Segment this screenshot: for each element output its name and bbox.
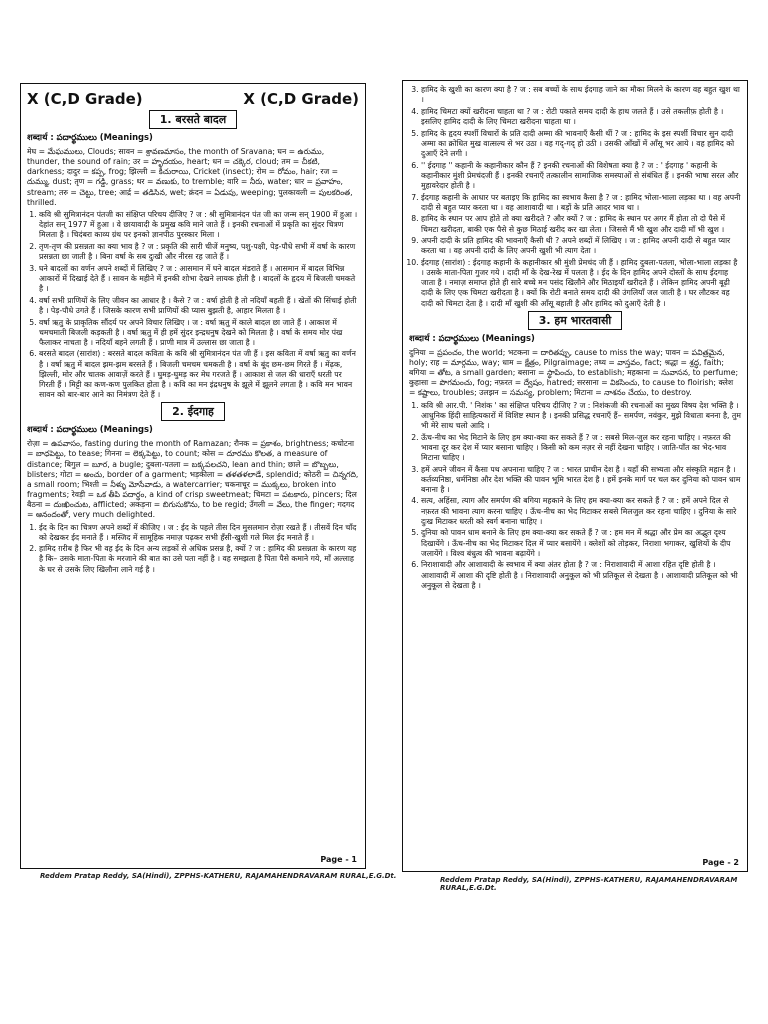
question-item: 3. हमें अपने जीवन में कैसा पथ अपनाना चाहिए ? ज : भारत प्राचीन देश है । यहाँ की सभ्यता और संस्कृति महान है । कर्तव्यनिष्ठा, धर्मनिष्ठा और देश भक्ति की पावन भूमि भारत देश है । हमें इनके मार्ग पर चल कर दुनिया को पावन धाम बनाना है । bbox=[421, 465, 741, 495]
question-item: 6. निराशावादी और आशावादी के स्वभाव में क्या अंतर होता है ? ज : निराशावादी में आशा रहित दृष्टि होती है । आशावादी में आशा की दृष्टि होती है । निराशावादी अनुकूल को भी प्रतिकूल से देखता है । आशावादी प्रतिकूल को भी अनुकूल से देखता है । bbox=[421, 560, 741, 590]
author-footer: Reddem Pratap Reddy, SA(Hindi), ZPPHS-KATHERU, RAJAMAHENDRAVARAM RURAL,E.G.Dt. bbox=[440, 876, 738, 892]
lesson-2-meanings: रोज़ा = ఉపవాసం, fasting during the month of Ramazan; रौनक = ప్రకాశం, brightness; कचोटना = బాధపెట్టు, to tease; गिनना = లెక్కపెట్టు, to count; कोस = దూరము కొలత, a measure of distance; बिगुल = బూర, a bugle; दुबला-पतला = బక్కపలచని, lean and thin; छाले = బొబ్బలు, blisters; गोटा = అంచు, border of a garment; भड़कीला = తళతళలాడే, splendid; कोठरी = చిన్నగది, a small room; भिश्ती = నీళ్ళు మోసేవాడు, a watercarrier; चकनाचूर = ముక్కలు, broken into fragments; रेवड़ी = ఒక తీపి పదార్థం, a kind of crisp sweetmeat; चिमटा = పటకారు, pincers; दिल बैठना = దుఃఖించుట, afflicted; अकड़ना = బిగుసుకొను, to be regid; उँगली = వేలు, the finger; गदगद = ఆనందంతో, very much delighted. bbox=[27, 439, 359, 520]
question-item: 7. ईदगाह कहानी के आधार पर बताइए कि हामिद का स्वभाव कैसा है ? ज : हामिद भोला-भाला लड़का था । वह अपनी दादी से बहुत प्यार करता था । वह आशावादी था । बड़ों के प्रति आदर भाव था । bbox=[421, 193, 741, 213]
lesson-2-questions bbox=[27, 523, 359, 575]
page-header bbox=[27, 90, 359, 108]
question-item: 2. ऊँच-नीच का भेद मिटाने के लिए हम क्या-क्या कर सकते हैं ? ज : सबसे मिल-जुल कर रहना चाहिए । नफ़रत की भावना दूर कर देश में प्यार बसाना चाहिए । किसी को कम नज़र से नहीं देखना चाहिए । जाति-पाँत का भेद-भाव मिटाना चाहिए । bbox=[421, 433, 741, 463]
question-item: 5. दुनिया को पावन धाम बनाने के लिए हम क्या-क्या कर सकते हैं ? ज : हम मन में श्रद्धा और प्रेम का अद्भुत दृश्य दिखायेंगे । ऊँच-नीच का भेद मिटाकर दिल में प्यार बसायेंगे । क्लेशों को तोड़कर, निराशा भगाकर, खुशियों के दीप जलायेंगे । विश्व बंधुत्व की भावना बढ़ायेंगे । bbox=[421, 528, 741, 558]
lesson-1-title: 1. बरसते बादल bbox=[149, 110, 237, 129]
question-item: 6. '' ईदगाह '' कहानी के कहानीकार कौन हैं ? इनकी रचनाओं की विशेषता क्या है ? ज : ' ईदगाह ' कहानी के कहानीकार मुंशी प्रेमचंदजी हैं । इनकी रचनाएँ तत्कालीन सामाजिक समस्याओं से संबंधित हैं । इनकी भाषा सरल और मुहावरेदार होती है । bbox=[421, 161, 741, 191]
question-item: 5. वर्षा ऋतु के प्राकृतिक सौंदर्य पर अपने विचार लिखिए । ज : वर्षा ऋतु में काले बादल छा जाते हैं । आकाश में चमचमाती बिजली कड़कती है । वर्षा ऋतु में ही हमें सुंदर इन्द्रधनुष देखने को मिलता है । वर्षा के समय मोर पंख फैलाकर नाचता है । नदियाँ बहने लगती हैं । प्राणी मात्र में उल्लास छा जाता है । bbox=[39, 318, 359, 348]
page-number: Page - 2 bbox=[702, 858, 739, 867]
lesson-3-questions bbox=[409, 401, 741, 591]
summary-item: 10. ईदगाह (सारांश) : ईदगाह कहानी के कहानीकार श्री मुंशी प्रेमचंद जी हैं । हामिद दुबला-पतला, भोला-भाला लड़का है । उसके माता-पिता गुजर गये । दादी माँ के देख-रेख में पलता है । ईद के दिन हामिद अपने दोस्तों के साथ ईदगाह जाता है । नमाज़ समाप्त होते ही सारे बच्चे मन पसंद खिलौने और मिठाइयाँ खरीदते हैं । लेकिन हामिद अपनी बूढ़ी दादी के लिए एक चिमटा खरीदता है । क्यों कि रोटी बनाते समय दादी की उंगलियाँ जल जाती है । घर लौटकर वह दादी को चिमटा देता है । दादी माँ खुशी की आँसू बहाती है और हामिद को दुआएँ देती है । bbox=[421, 258, 741, 309]
meanings-heading: शब्दार्थ : పదార్థములు (Meanings) bbox=[409, 332, 535, 343]
question-item: 4. वर्षा सभी प्राणियों के लिए जीवन का आधार है । कैसे ? ज : वर्षा होती है तो नदियाँ बहती हैं । खेतों की सिंचाई होती है । पेड़-पौधे उगते हैं । जिसके कारण सभी प्राणियों की प्यास बुझती है, आहार मिलता है । bbox=[39, 296, 359, 316]
page-one bbox=[20, 83, 366, 869]
page-number: Page - 1 bbox=[320, 855, 357, 864]
lesson-1-questions bbox=[27, 210, 359, 400]
lesson-2-title: 2. ईदगाह bbox=[161, 402, 225, 421]
question-item: 5. हामिद के हृदय स्पर्शी विचारों के प्रति दादी अम्मा की भावनाएँ कैसी थीं ? ज : हामिद के इस स्पर्शी विचार सुन दादी अम्मा का क्रोधित मुख वात्सल्य से भर उठा । वह गद्‌-गद्‌ हो उठी । उसकी आँखों में आँसू भर आये । वह हामिद को दुआएँ देने लगी । bbox=[421, 129, 741, 159]
lesson-1-meanings: मेघ = మేఘములు, Clouds; सावन = శ్రావణమాసం, the month of Sravana; घन = ఉరుము, thunder, the sound of rain; उर = హృదయం, heart; धन = చక్కెర, cloud; तम = చీకటి, darkness; दादुर = కప్ప, frog; झिल्ली = కీచురాయి, Cricket (insect); रोम = రోమం, hair; रज = దుమ్ము, dust; तृण = గడ్డి, grass; थर = వణుకు, to tremble; वारि = నీరు, water; धार = ప్రవాహం, stream; तरु = చెట్టు, tree; आर्द्र = తడిసిన, wet; क्रंदन = ఏడుపు, weeping; पुलकावली = పులకరింత, thrilled. bbox=[27, 147, 353, 207]
lesson-2-questions-continued bbox=[409, 85, 741, 309]
question-item: 3. हामिद के खुशी का कारण क्या है ? ज : सब बच्चों के साथ ईदगाह जाने का मौका मिलने के कारण वह बहुत खुश था । bbox=[421, 85, 741, 105]
question-item: 9. अपनी दादी के प्रति हामिद की भावनाएँ कैसी थी ? अपने शब्दों में लिखिए । ज : हामिद अपनी दादी से बहुत प्यार करता था । वह अपनी दादी के लिए अपनी खुशी भी त्याग देता । bbox=[421, 236, 741, 256]
question-item: 2. हामिद ग़रीब है फिर भी वह ईद के दिन अन्य लड़कों से अधिक प्रसन्न है, क्यों ? ज : हामिद की प्रसन्नता के कारण यह है कि– उसके माता-पिता के मरजाने की बात का उसे पता नहीं है । वह समझता है पिता पैसे कमाने गये, माँ अल्लाह के घर से उसके लिए खिलौना लाने गई है । bbox=[39, 544, 359, 574]
meanings-heading: शब्दार्थ : పదార్థములు (Meanings) bbox=[27, 424, 153, 435]
author-footer: Reddem Pratap Reddy, SA(Hindi), ZPPHS-KATHERU, RAJAMAHENDRAVARAM RURAL,E.G.Dt. bbox=[40, 872, 397, 880]
grade-label-left: X (C,D Grade) bbox=[27, 90, 143, 108]
question-item: 4. सत्य, अहिंसा, त्याग और समर्पण की बगिया महकाने के लिए हम क्या-क्या कर सकते हैं ? ज : हमें अपने दिल से नफ़रत की भावना त्याग करना चाहिए । ऊँच-नीच का भेद मिटाकर सबसे मिलजुल कर रहना चाहिए । दुनिया के सारे दुःख मिटाकर धरती को स्वर्ग बनाना चाहिए । bbox=[421, 496, 741, 526]
grade-label-right: X (C,D Grade) bbox=[243, 90, 359, 108]
question-item: 4. हामिद चिमटा क्यों खरीदना चाहता था ? ज : रोटी पकाते समय दादी के हाथ जलते हैं । उसे तकलीफ़ होती है । इसलिए हामिद दादी के लिए चिमटा खरीदना चाहता था । bbox=[421, 107, 741, 127]
question-item: 2. तृण-तृण की प्रसन्नता का क्या भाव है ? ज : प्रकृति की सारी चीजें मनुष्य, पशु-पक्षी, पेड़-पौधे सभी में वर्षा के कारण प्रसन्नता छा जाती है । बिना वर्षा के सब दुःखी और नीरस रह जाते हैं । bbox=[39, 242, 359, 262]
summary-item: 6. बरसते बादल (सारांश) : बरसते बादल कविता के कवि श्री सुमित्रानंदन पंत जी हैं । इस कविता में वर्षा ऋतु का वर्णन है । वर्षा ऋतु में बादल झम-झम बरसते हैं । बिजली चमचम चमकती है । वर्षा के बूंद छम-छम गिरते हैं । मेंढ़क, झिल्ली, मोर और चातक आवाज़ें करते हैं । घुमड़-घुमड़ कर मेघ गरजते हैं । आकाश से जल की धाराएँ धरती पर गिरती हैं । मिट्टी का कण-कण पुलकित होता है । कवि का मन इंद्रधनुष के झूले में झूलने लगता है । कवि मन भावन सावन को बार-बार आने का निमंत्रण देते हैं । bbox=[39, 349, 359, 400]
question-item: 1. कवि श्री आर.पी. ' निशंक ' का संक्षिप्त परिचय दीजिए ? ज : निशंकजी की रचनाओं का मुख्य विषय देश भक्ति है । आधुनिक हिंदी साहित्यकारों में विशिष्ट स्थान है । इनकी प्रसिद्ध रचनाएँ हैं– समर्पण, नवंकुर, मुझे विधाता बनना है, तुम भी मेरे साथ चलो आदि । bbox=[421, 401, 741, 431]
lesson-3-title: 3. हम भारतवासी bbox=[528, 311, 623, 330]
question-item: 8. हामिद के स्थान पर आप होते तो क्या खरीदते ? और क्यों ? ज : हामिद के स्थान पर अगर मैं होता तो दो पैसे में चिमटा खरीदता, बाकी एक पैसे से कुछ मिठाई खरीद कर खा लेता । जिससे मैं भी खुश और दादी माँ भी खुश । bbox=[421, 214, 741, 234]
page-two bbox=[402, 80, 748, 872]
question-item: 1. ईद के दिन का चित्रण अपने शब्दों में कीजिए । ज : ईद के पहले तीस दिन मुसलमान रोज़ा रखते हैं । तीसवें दिन चाँद को देखकर ईद मनाते हैं । मस्जिद में सामूहिक नमाज़ पढ़कर सभी हँसी-खुशी गले मिल ईद मनाते हैं । bbox=[39, 523, 359, 543]
lesson-3-meanings: दुनिया = ప్రపంచం, the world; भटकना = దారితప్పు, cause to miss the way; पावन = పవిత్రమైన, holy; राह = మార్గము, way; धाम = క్షేత్రం, Pilgraimage; तथ्य = వాస్తవం, fact; श्रद्धा = శ్రద్ధ, faith; बगिया = తోట, a small garden; बसाना = స్థాపించు, to establish; महकाना = సువాసన, to perfume; कुहासा = పొగమంచు, fog; नफ़रत = ద్వేషం, hatred; सरसाना = వికసించు, to cause to floirish; क्लेश = కష్టాలు, troubles; उलझन = సమస్య, problem; मिटाना = నాశనం చేయు, to destroy. bbox=[409, 347, 739, 398]
question-item: 1. कवि श्री सुमित्रानंदन पंतजी का संक्षिप्त परिचय दीजिए ? ज : श्री सुमित्रानंदन पंत जी का जन्म सन् 1900 में हुआ । देहांत सन् 1977 में हुआ । वे छायावादी के प्रमुख कवि माने जाते हैं । इनकी रचनाओं में प्रकृति का सुंदर चित्रण मिलता है । चिदंबरा काव्य ग्रंथ पर इनको ज्ञानपीठ पुरस्कार मिला । bbox=[39, 210, 359, 240]
meanings-heading: शब्दार्थ : పదార్థములు (Meanings) bbox=[27, 132, 153, 142]
question-item: 3. घने बादलों का वर्णन अपने शब्दों में लिखिए ? ज : आसमान में घने बादल मंडराते हैं । आसमान में बादल विभिन्न आकारों में दिखाई देते हैं । सावन के महीने में इनकी शोभा देखने लायक होती है । बादलों के हृदय में बिजली चमकते है । bbox=[39, 264, 359, 294]
